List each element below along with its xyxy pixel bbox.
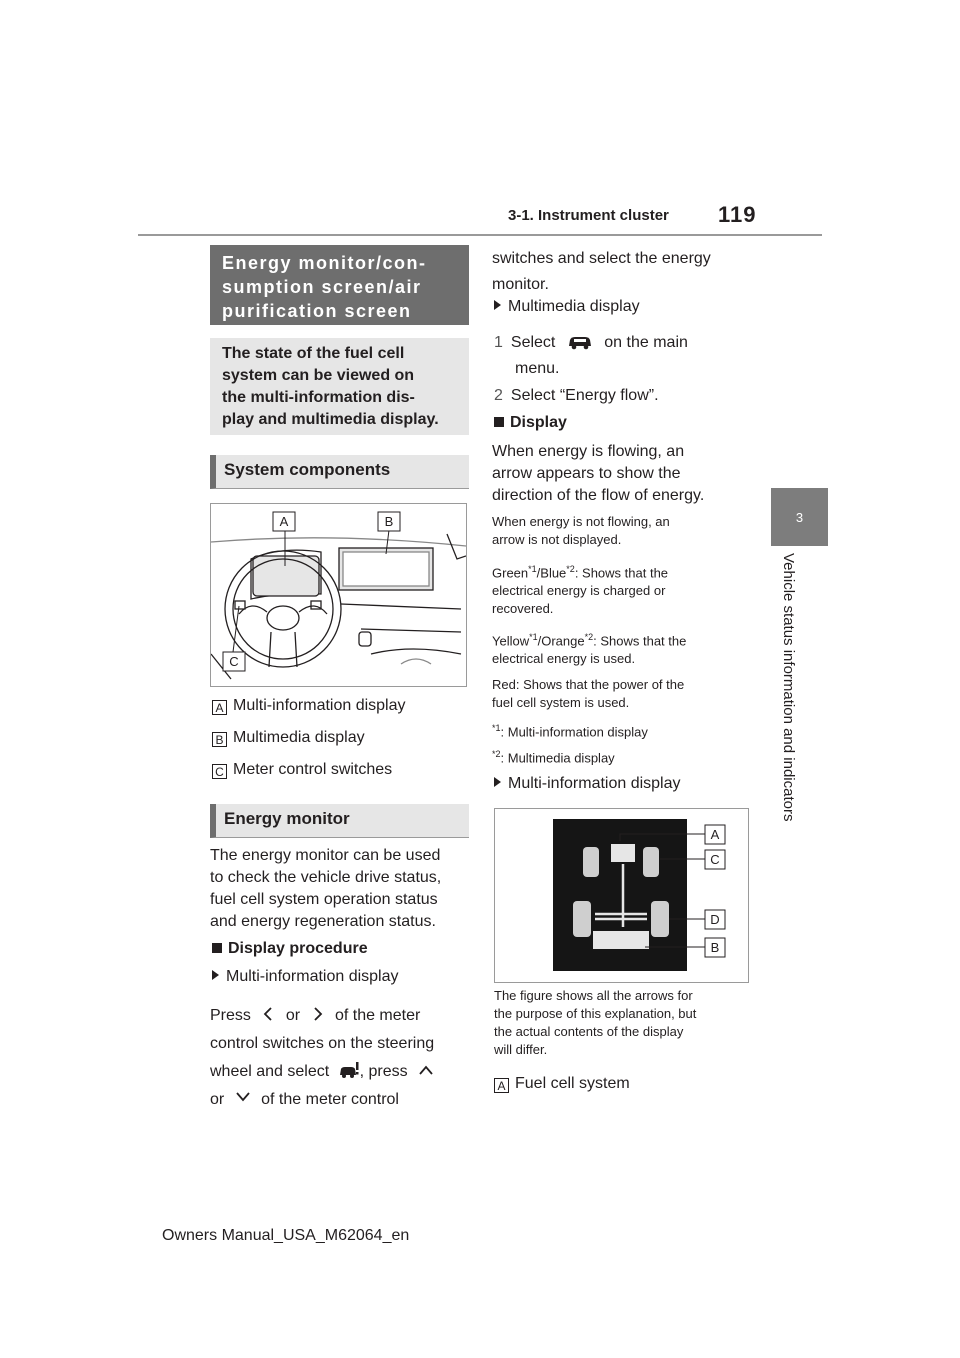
chevron-right-icon xyxy=(311,1006,325,1022)
item-label: B xyxy=(212,732,227,747)
note-line: electrical energy is used. xyxy=(492,651,636,667)
chapter-side-title xyxy=(777,553,797,863)
note-red xyxy=(492,676,684,712)
figure-label-c: C xyxy=(710,852,720,867)
footnote-mark: *1 xyxy=(529,632,538,642)
chevron-up-icon xyxy=(418,1063,434,1077)
note-not-flowing xyxy=(492,513,670,549)
system-components-heading: System components xyxy=(210,455,469,489)
step-1 xyxy=(494,330,688,382)
footnote-mark: *2 xyxy=(492,749,501,759)
note-line: When energy is not flowing, an xyxy=(492,514,670,529)
step-2 xyxy=(494,385,659,407)
list-item xyxy=(212,695,406,727)
figure-label-a: A xyxy=(279,514,289,529)
step-number: 1 xyxy=(494,334,503,351)
intro-line: The state of the fuel cell xyxy=(222,345,405,362)
title-line: Energy monitor/con- xyxy=(222,253,427,273)
header-rule xyxy=(138,234,822,236)
page-number: 119 xyxy=(718,202,757,227)
footnote-2 xyxy=(492,745,615,767)
press-instructions xyxy=(210,1002,475,1114)
chevron-down-icon xyxy=(235,1090,251,1104)
list-item xyxy=(212,759,406,791)
energy-flow-illustration xyxy=(495,809,748,982)
note-line: electrical energy is charged or xyxy=(492,583,666,599)
title-line: purification screen xyxy=(222,301,412,321)
note-line: arrow is not displayed. xyxy=(492,532,622,547)
list-item xyxy=(494,1073,630,1095)
instruction-line xyxy=(210,1058,475,1086)
instruction-line xyxy=(210,1002,475,1030)
footnote-mark: *2 xyxy=(584,632,594,642)
step-text: on the main xyxy=(604,334,688,351)
flow-paragraph xyxy=(492,441,704,507)
continued-text xyxy=(492,246,711,298)
item-text: Multimedia display xyxy=(233,729,365,746)
title-box xyxy=(210,245,469,325)
paragraph-line: When energy is flowing, an xyxy=(492,443,685,460)
chapter-title: Vehicle status information and indicators xyxy=(780,553,797,822)
car-info-icon xyxy=(338,1061,360,1079)
paragraph-line: fuel cell system operation status xyxy=(210,891,438,908)
intro-box xyxy=(210,338,469,435)
or-text: or xyxy=(285,1007,301,1024)
energy-flow-figure xyxy=(494,808,749,983)
press-text: of the meter xyxy=(334,1007,421,1024)
note-text: : Shows that the xyxy=(574,565,669,581)
paragraph-line: and energy regeneration status. xyxy=(210,913,436,930)
note-yellow xyxy=(492,628,686,668)
footnote-mark: *2 xyxy=(566,564,575,574)
section-title: 3-1. Instrument cluster xyxy=(508,207,669,224)
figure-label-b: B xyxy=(384,514,394,529)
item-text: Multi-information display xyxy=(233,697,406,714)
item-label: A xyxy=(212,700,227,715)
note-line: fuel cell system is used. xyxy=(492,695,630,710)
paragraph-line: monitor. xyxy=(492,276,549,293)
multimedia-display-subheading: Multimedia display xyxy=(494,296,640,318)
footnote-mark: *1 xyxy=(492,723,501,733)
step-text: Select xyxy=(510,334,556,351)
item-text: Fuel cell system xyxy=(515,1075,630,1092)
caption-line: will differ. xyxy=(494,1042,548,1057)
item-label: C xyxy=(212,764,227,779)
energy-monitor-heading: Energy monitor xyxy=(210,804,469,838)
figure-label-b: B xyxy=(710,940,720,955)
car-icon xyxy=(566,331,594,351)
list-item xyxy=(212,727,406,759)
intro-line: the multi-information dis- xyxy=(222,389,415,406)
display-heading: Display xyxy=(494,412,567,434)
dashboard-figure xyxy=(210,503,467,687)
step-text: menu. xyxy=(515,360,560,377)
paragraph-line: direction of the flow of energy. xyxy=(492,487,705,504)
caption-line: The figure shows all the arrows for xyxy=(494,988,693,1003)
figure-label-c: C xyxy=(229,654,239,669)
dashboard-illustration xyxy=(211,504,466,686)
chapter-number: 3 xyxy=(795,509,804,525)
note-text: /Orange xyxy=(537,633,585,649)
note-text: : Shows that the xyxy=(593,633,687,649)
figure-label-a: A xyxy=(710,827,720,842)
item-label: A xyxy=(494,1078,509,1093)
note-text: /Blue xyxy=(536,565,567,581)
note-text: Yellow xyxy=(492,633,530,649)
title-line: sumption screen/air xyxy=(222,277,422,297)
press-text: of the meter control xyxy=(261,1091,399,1108)
note-line: recovered. xyxy=(492,601,554,617)
press-text: wheel and select xyxy=(210,1063,330,1080)
instruction-line: control switches on the steering xyxy=(210,1035,435,1052)
display-procedure-heading: Display procedure xyxy=(212,938,368,960)
footnote-mark: *1 xyxy=(528,564,537,574)
footnote-text: : Multimedia display xyxy=(500,750,615,766)
paragraph-line: arrow appears to show the xyxy=(492,465,681,482)
footnote-1 xyxy=(492,719,648,741)
instruction-line xyxy=(210,1086,475,1114)
or-text: or xyxy=(210,1091,225,1108)
footer-text: Owners Manual_USA_M62064_en xyxy=(162,1227,410,1244)
component-list xyxy=(212,695,406,791)
multi-info-display-subheading-2: Multi-information display xyxy=(494,773,681,795)
figure-caption xyxy=(494,987,696,1059)
intro-line: play and multimedia display. xyxy=(222,411,439,428)
caption-line: the purpose of this explanation, but xyxy=(494,1006,697,1021)
footnote-text: : Multi-information display xyxy=(500,724,648,740)
paragraph-line: switches and select the energy xyxy=(492,250,711,267)
note-green xyxy=(492,560,668,618)
figure-label-d: D xyxy=(710,912,720,927)
step-text: Select “Energy flow”. xyxy=(510,387,659,404)
press-text: , press xyxy=(359,1063,408,1080)
note-text: Green xyxy=(492,565,529,581)
multi-info-display-subheading: Multi-information display xyxy=(212,966,399,988)
press-text: Press xyxy=(210,1007,251,1024)
note-line: Red: Shows that the power of the xyxy=(492,677,685,692)
intro-line: system can be viewed on xyxy=(222,367,415,384)
item-text: Meter control switches xyxy=(233,761,393,778)
chevron-left-icon xyxy=(261,1006,275,1022)
chapter-tab xyxy=(771,488,828,546)
paragraph-line: to check the vehicle drive status, xyxy=(210,869,442,886)
paragraph-line: The energy monitor can be used xyxy=(210,847,441,864)
caption-line: the actual contents of the display xyxy=(494,1024,684,1039)
step-number: 2 xyxy=(494,387,503,404)
energy-monitor-paragraph xyxy=(210,845,475,933)
